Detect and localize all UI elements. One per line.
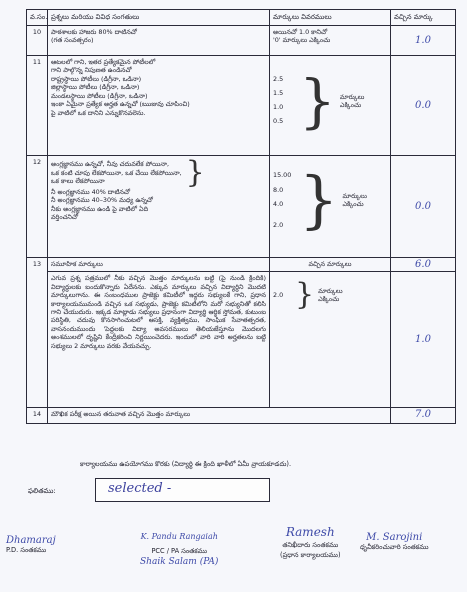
- row-number: 11: [27, 55, 48, 155]
- row-text-line: నీ అంగ్లజ్ఞానము 40% దాటినచో: [51, 187, 131, 196]
- row-number: 12: [27, 155, 48, 257]
- handwritten-score: 6.0: [415, 258, 431, 270]
- row-particulars: [48, 25, 270, 55]
- table-row: [27, 155, 456, 257]
- row-score-cell: [391, 155, 456, 257]
- values-list: [273, 168, 299, 233]
- right-brace-icon: }: [185, 154, 205, 190]
- row-text-line: ఆటలలో గాని, ఇతర ప్రత్యేకమైన పోటీలలో: [51, 57, 156, 66]
- awarded-label: వచ్చిన మార్కులు: [270, 257, 391, 271]
- value-item: 0.5: [273, 116, 284, 125]
- marks-label: మార్కులు ఎక్కించు: [339, 92, 365, 109]
- signature-hand: K. Pandu Rangaiah: [140, 532, 218, 541]
- value-item: 1.0: [273, 102, 284, 111]
- row-marks-detail: [270, 25, 391, 55]
- table-header-row: [27, 10, 456, 26]
- result-value: selected -: [108, 481, 172, 496]
- values-group: [273, 163, 387, 237]
- table-row: [27, 25, 456, 55]
- row-text-line: మండలస్థాయి పోటీలు (డిగ్రీనా, ఒడినా): [51, 91, 148, 100]
- row-score-cell: [391, 25, 456, 55]
- value-item: 1.5: [273, 89, 284, 98]
- table-row: [27, 272, 456, 408]
- row-text-line: నీ అంగ్లజ్ఞానము 40–30% మధ్య ఉన్నచో: [51, 196, 153, 205]
- row-text-line: పాఠశాలకు హాజరు 80% దాటినచో: [51, 27, 137, 36]
- row-text-line: పై వాటిలో ఒక దానిని ఎన్నుకొనవలెను.: [51, 108, 146, 117]
- row-text-line: ఒక కంటి చూపు లేకపోయినా, ఒక చేయి లేకపోయినా,: [51, 168, 182, 177]
- row-paragraph: [48, 272, 270, 408]
- row-score-cell: [391, 55, 456, 155]
- row-text-line: ఒక కాలు లేకపోయినా: [51, 177, 105, 186]
- signature-hand: Dhamaraj: [6, 535, 56, 546]
- right-brace-icon: }: [299, 163, 339, 237]
- table-row: [27, 257, 456, 271]
- marks-line: '0' మార్కులు ఎక్కించు: [273, 36, 331, 45]
- handwritten-score: 7.0: [415, 409, 431, 421]
- table-row: [27, 55, 456, 155]
- signature-role: P.D. సంతకము: [6, 546, 47, 554]
- row-number: 10: [27, 25, 48, 55]
- row-marks-detail: [270, 272, 391, 408]
- value-item: 2.5: [273, 75, 284, 84]
- value-item: 2.0: [273, 221, 284, 230]
- row-text-line: జిల్లాస్థాయి పోటీలు (డిగ్రీనా, ఒడినా): [51, 83, 140, 92]
- row-title: సమూహిక మార్కులు: [48, 257, 270, 271]
- right-brace-icon: }: [299, 66, 336, 135]
- row-marks-detail: [270, 55, 391, 155]
- marks-line: అయినచో 1.0 కానిచో: [273, 27, 328, 36]
- row-text-line: గాని పాల్గొన్న నిపుణత ఉండినచో: [51, 66, 132, 75]
- values-group: [273, 277, 387, 313]
- value-item: 8.0: [273, 185, 284, 194]
- paragraph-text: ఎగువ ప్రశ్న పత్రములో నీకు వచ్చిన మొత్తం మార్కులను బట్టి (పై నుండి క్రిందికి) విద్యార్థులకు బందుకొన్నారు ఏదేనను. ఎక్కువ మార్కులు వచ్చిన విద్యార్థిని మొదటి మార్కులుగాను. ఈ సంబంధముల ప్రాజెక్టు కమిటీలో ఇద్దరు సభ్యులకే గాని, ప్రధాన కార్యాలయముమండి వచ్చిన ఒక సభ్యుడు, ప్రాజెక్టు కమిటీలోని మరో సభ్యునితో కలిసి గాని చేయుదురు. ఇక్కడ మాట్లాడు సభ్యులు ప్రధానంగా విద్యార్థి ఆర్థిక స్తోమత, కుటుంబ పరిస్థితి, చదువు కొనసాగించుటలో ఆసక్తి, వ్యక్తిత్వము, సాంఘిక సేవాతత్పరత, వాసనందుముందు 'పెద్దలకు విద్యా అవసరములు తెలియజేస్తూను మొదలగు అంశములలో దృష్టిని కేంద్రీకరించి నిర్ణయించెదరు. ఇందులో వారి వారి అర్హతలను బట్టి సభ్యులు 2 మార్కులు వరకు వేయవచ్చు.: [51, 274, 266, 350]
- row-particulars: [48, 55, 270, 155]
- signature-role: తనిఖీదారు సంతకము: [282, 541, 339, 549]
- signature-sub: (ప్రధాన కార్యాలయము): [280, 551, 341, 559]
- row-particulars: [48, 155, 270, 257]
- row-text-line: ఇంకా ఏమైనా ప్రత్యేక అర్హత ఉన్నచో (ఋజువు చూపించి): [51, 100, 190, 109]
- values-group: [273, 66, 387, 135]
- header-marks-detail: మార్కులు వివరములు: [270, 10, 391, 26]
- signature-verifier: [360, 532, 429, 553]
- office-use-note: కార్యాలయము ఉపయోగము కొరకు (విద్యార్థి ఈ క్రింది ఖాళీలో ఏమీ వ్రాయకూడదు).: [80, 460, 292, 468]
- signature-hand: M. Sarojini: [366, 532, 423, 543]
- row-number: 13: [27, 257, 48, 407]
- right-brace-icon: }: [295, 277, 315, 313]
- signature-inspector: [280, 525, 341, 561]
- handwritten-score: 1.0: [415, 34, 431, 46]
- row-score-cell: [391, 272, 456, 408]
- marks-label: మార్కులు ఎక్కించు: [318, 286, 343, 304]
- handwritten-score: 0.0: [415, 99, 431, 111]
- value-item: 15.00: [273, 170, 292, 179]
- marks-table: [26, 9, 456, 424]
- signature-pd: [6, 535, 56, 556]
- row-marks-detail: [270, 155, 391, 257]
- header-sno: వ.సం.: [27, 10, 48, 26]
- row-text-line: రాష్ట్రస్థాయి పోటీలు (డిగ్రీనా, ఒడినా): [51, 74, 142, 83]
- row-number: 14: [27, 408, 48, 424]
- signature-pcc: [140, 532, 218, 567]
- signature-hand: Shaik Salam (PA): [140, 557, 219, 567]
- disability-group: [51, 154, 266, 190]
- result-label: ఫలితము:: [28, 487, 56, 495]
- handwritten-score: 0.0: [415, 200, 431, 212]
- signature-hand: Ramesh: [285, 525, 335, 539]
- row-text-line: నీకు అంగ్లజ్ఞానము ఉండి పై వాటిలో ఏది: [51, 204, 149, 213]
- value-item: 4.0: [273, 200, 284, 209]
- table-row: [27, 408, 456, 424]
- row-text-line: అంగ్లజ్ఞానము ఉన్నచో, నీవు చదువలేక పోయినా,: [51, 160, 170, 169]
- row-total-text: మౌఖిక పరీక్ష అయిన తరువాత వచ్చిన మొత్తం మార్కులు: [48, 408, 391, 424]
- row-score-cell: [391, 257, 456, 271]
- result-box: [95, 478, 270, 502]
- value-item: 2.0: [273, 290, 284, 299]
- row-text-line: వర్తించనిచో: [51, 213, 79, 222]
- row-score-cell: [391, 408, 456, 424]
- signature-role: ధృవీకరించువారి సంతకము: [360, 543, 429, 551]
- header-particulars: ప్రశ్నలు మరియు వివిధ సంగతులు: [48, 10, 270, 26]
- marks-label: మార్కులు ఎక్కించు: [342, 191, 367, 209]
- signature-role: PCC / PA సంతకము: [151, 547, 207, 555]
- row-text-line: (గత సంవత్సరం): [51, 36, 94, 45]
- values-list: [273, 73, 299, 128]
- handwritten-score: 1.0: [415, 334, 431, 346]
- disability-lines: [51, 160, 182, 185]
- header-awarded: వచ్చిన మార్కు: [391, 10, 456, 26]
